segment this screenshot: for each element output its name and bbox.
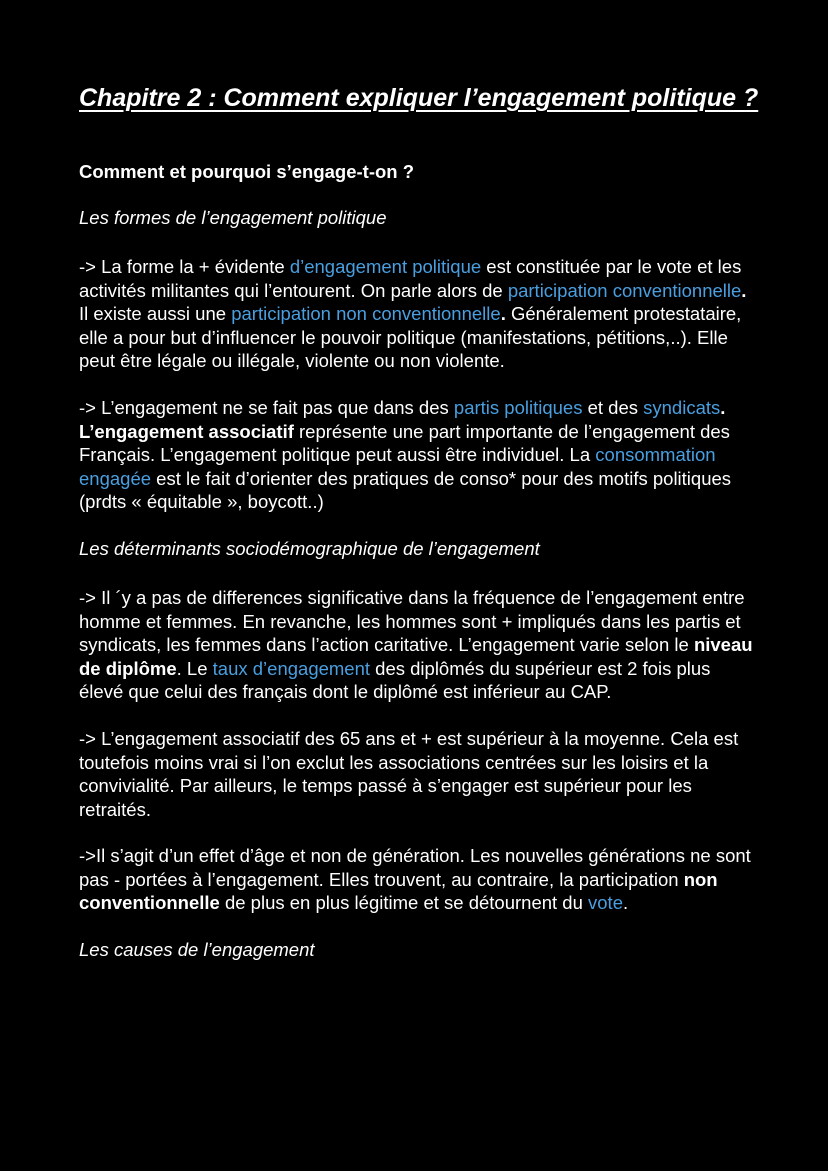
paragraph-determinants-2: -> L’engagement associatif des 65 ans et + est supérieur à la moyenne. Cela est toutefois moins vrai si l’on exclut les associations centrées sur les loisirs et la convivialité. Par ailleurs, le temps passé à s’engager est supérieur pour les retraités. — [79, 727, 739, 820]
keyword-partis-politiques: partis politiques — [453, 396, 583, 418]
keyword-syndicats: syndicats — [643, 396, 721, 418]
keyword-participation-conventionnelle: participation conventionnelle — [507, 279, 742, 301]
paragraph-determinants-1: -> Il ´y a pas de differences significative dans la fréquence de l’engagement entre homme et femmes. En revanche, les hommes sont + impliqués dans les partis et syndicats, les femmes dans l’action caritative. L’engagement varie selon le niveau de diplôme. Le taux d’engagement des diplômés du supérieur est 2 fois plus élevé que celui des français dont le diplômé est inférieur au CAP. — [79, 586, 753, 703]
subheading-causes: Les causes de l’engagement — [79, 939, 315, 961]
document-page — [79, 82, 759, 987]
section-question: Comment et pourquoi s’engage-t-on ? — [79, 161, 415, 182]
subheading-determinants: Les déterminants sociodémographique de l’engagement — [79, 537, 540, 559]
keyword-engagement-politique: d’engagement politique — [289, 256, 482, 277]
subheading-formes: Les formes de l’engagement politique — [79, 207, 387, 228]
chapter-title: Chapitre 2 : Comment expliquer l’engagement politique ? — [79, 84, 759, 112]
paragraph-formes-2: -> L’engagement ne se fait pas que dans des partis politiques et des syndicats. L’engagement associatif représente une part importante de l’engagement des Français. L’engagement politique peut aussi être individuel. La consommation engagée est le fait d’orienter des pratiques de conso* pour des motifs politiques (prdts « équitable », boycott..) — [79, 396, 732, 513]
bold-non-conventionnelle: non conventionnelle — [79, 868, 718, 914]
bold-niveau-de-diplome: niveau de diplôme — [79, 634, 753, 679]
keyword-consommation-engagee: consommation engagée — [79, 444, 716, 489]
keyword-taux-d-engagement: taux d’engagement — [212, 657, 371, 679]
paragraph-formes-1: -> La forme la + évidente d’engagement politique est constituée par le vote et les activités militantes qui l’entourent. On parle alors de participation conventionnelle. Il existe aussi une participation non conventionnelle. Généralement protestataire, elle a pour but d’influencer le pouvoir politique (manifestations, pétitions,..). Elle peut être légale ou illégale, violente ou non violente. — [79, 256, 747, 372]
paragraph-determinants-3: ->Il s’agit d’un effet d’âge et non de génération. Les nouvelles générations ne sont pas - portées à l’engagement. Elles trouvent, au contraire, la participation non conventionnelle de plus en plus légitime et se détournent du vote. — [79, 845, 751, 914]
keyword-vote: vote — [588, 892, 623, 914]
bold-engagement-associatif: L’engagement associatif — [79, 420, 294, 442]
keyword-participation-non-conventionnelle: participation non conventionnelle — [231, 303, 501, 325]
